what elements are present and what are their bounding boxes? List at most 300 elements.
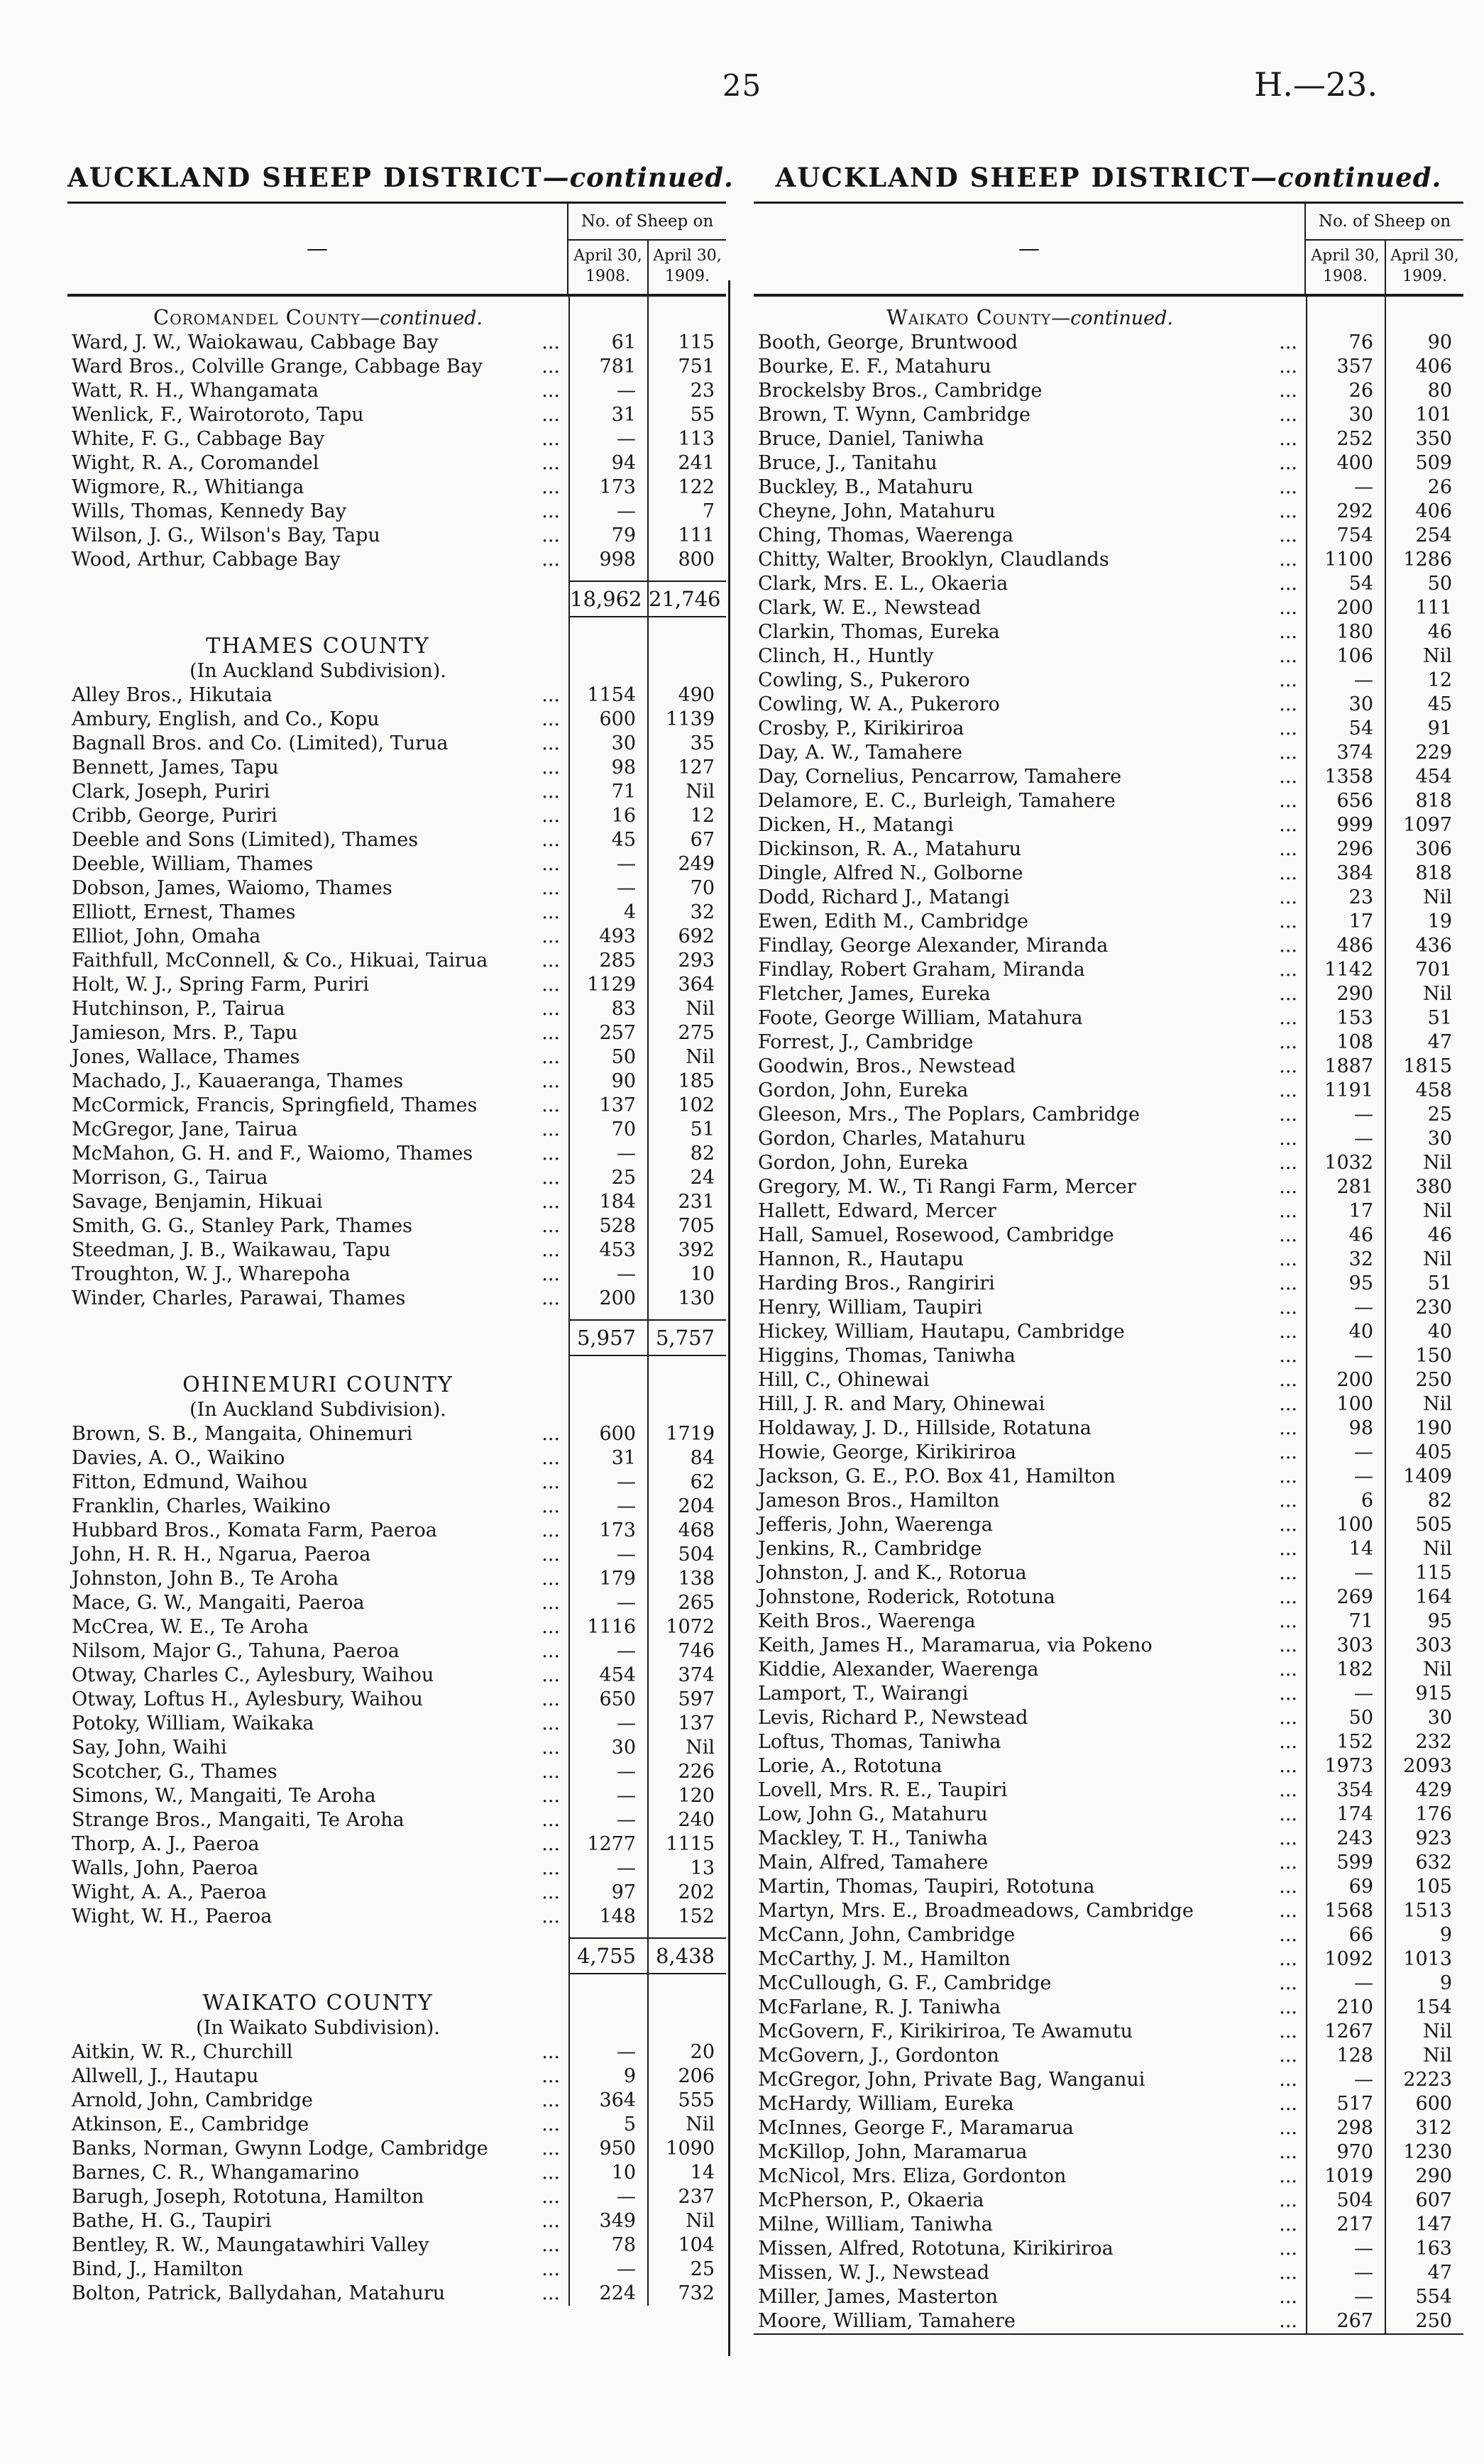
dots-leader: ... — [542, 1640, 560, 1663]
total-1908: 18,962 — [568, 581, 647, 617]
owner-name: Fitton, Edmund, Waihou — [72, 1471, 308, 1494]
sheep-1909-cell: 25 — [647, 2257, 726, 2282]
table-row — [67, 683, 726, 708]
owner-name: Jefferis, John, Waerenga — [758, 1514, 993, 1536]
owner-name: Atkinson, E., Cambridge — [72, 2113, 309, 2136]
dots-leader: ... — [1279, 331, 1297, 354]
owner-name: McGovern, J., Gordonton — [758, 2045, 999, 2067]
table-row — [67, 949, 726, 973]
row-name-cell — [67, 475, 568, 500]
sheep-1908-cell: 281 — [1306, 1175, 1385, 1199]
sheep-1908-cell: 54 — [1306, 572, 1385, 596]
owner-name: McCann, John, Cambridge — [758, 1924, 1016, 1947]
dots-leader: ... — [1279, 1441, 1297, 1464]
sheep-1908-cell: 184 — [568, 1190, 647, 1214]
owner-name: Brockelsby Bros., Cambridge — [758, 380, 1043, 402]
owner-name: Davies, A. O., Waikino — [72, 1447, 285, 1470]
sheep-1909-cell — [647, 1991, 726, 2016]
dots-leader: ... — [542, 925, 560, 948]
table-row — [754, 1923, 1463, 1947]
owner-name: Ward, J. W., Waiokawau, Cabbage Bay — [72, 331, 439, 354]
table-row — [67, 732, 726, 756]
sheep-1908-cell: — — [568, 2257, 647, 2282]
row-name-cell — [67, 297, 568, 305]
dots-leader: ... — [542, 1118, 560, 1141]
row-name-cell — [754, 1151, 1306, 1175]
sheep-1908-cell: 50 — [1306, 1706, 1385, 1730]
sheep-1909-cell: 240 — [647, 1808, 726, 1832]
sheep-1909-cell: 185 — [647, 1069, 726, 1094]
sheep-table — [67, 202, 726, 2306]
owner-name: Dickinson, R. A., Matahuru — [758, 838, 1021, 861]
owner-name: Gordon, Charles, Matahuru — [758, 1128, 1026, 1150]
dots-leader: ... — [542, 1664, 560, 1687]
sheep-1909-cell: 202 — [647, 1881, 726, 1905]
owner-name: Barugh, Joseph, Rototuna, Hamilton — [72, 2186, 424, 2209]
table-row — [67, 475, 726, 500]
owner-name: Martyn, Mrs. E., Broadmeadows, Cambridge — [758, 1900, 1194, 1923]
dots-leader: ... — [542, 1809, 560, 1832]
row-name-cell — [754, 1199, 1306, 1223]
owner-name: Walls, John, Paeroa — [72, 1857, 259, 1880]
table-row — [754, 1827, 1463, 1851]
row-name-cell — [67, 548, 568, 572]
dots-leader: ... — [1279, 1369, 1297, 1392]
sheep-1909-cell: Nil — [1385, 982, 1463, 1006]
dots-leader: ... — [542, 708, 560, 731]
row-name-cell — [754, 379, 1306, 403]
sheep-1909-cell: 152 — [647, 1905, 726, 1929]
row-name-cell — [67, 1808, 568, 1832]
table-row — [67, 1736, 726, 1760]
table-row — [754, 1875, 1463, 1899]
row-name-cell — [754, 1417, 1306, 1441]
table-row — [754, 500, 1463, 524]
sheep-1908-cell: 17 — [1306, 910, 1385, 934]
owner-name: Martin, Thomas, Taupiri, Rototuna — [758, 1876, 1095, 1898]
dots-leader: ... — [1279, 524, 1297, 547]
sheep-1909-cell: 24 — [647, 1166, 726, 1190]
owner-name: Gregory, M. W., Ti Rangi Farm, Mercer — [758, 1176, 1136, 1199]
table-row — [754, 1441, 1463, 1465]
table-row — [67, 427, 726, 451]
dots-leader: ... — [542, 1094, 560, 1117]
sheep-1908-cell: 148 — [568, 1905, 647, 1929]
row-name-cell — [754, 2092, 1306, 2116]
dots-leader: ... — [1279, 2165, 1297, 2188]
number-columns-header — [567, 204, 726, 294]
sheep-1908-cell — [568, 1311, 647, 1319]
table-row — [67, 1094, 726, 1118]
table-row — [754, 934, 1463, 958]
owner-name: Johnston, J. and K., Rotorua — [758, 1562, 1027, 1585]
owner-name: Wight, W. H., Paeroa — [72, 1905, 273, 1928]
sheep-1908-cell: 54 — [1306, 717, 1385, 741]
row-name-cell — [67, 1069, 568, 1094]
sheep-1908-cell: 493 — [568, 925, 647, 949]
dots-leader: ... — [1279, 2310, 1297, 2333]
sheep-1909-cell: 436 — [1385, 934, 1463, 958]
sheep-1908-cell: 1267 — [1306, 2020, 1385, 2044]
sheep-1908-cell: — — [568, 1543, 647, 1567]
owner-name: Dodd, Richard J., Matangi — [758, 886, 1010, 909]
owner-name: Missen, W. J., Newstead — [758, 2262, 989, 2284]
sheep-1908-cell: 50 — [568, 1045, 647, 1069]
dots-leader: ... — [542, 829, 560, 852]
owner-name: Howie, George, Kirikiriroa — [758, 1441, 1016, 1464]
row-name-cell — [754, 765, 1306, 789]
owner-name: Booth, George, Bruntwood — [758, 331, 1018, 354]
table-row — [754, 1996, 1463, 2020]
owner-name: Mackley, T. H., Taniwha — [758, 1827, 988, 1850]
table-row — [754, 1465, 1463, 1489]
sheep-1909-cell: 115 — [1385, 1561, 1463, 1585]
table-row — [67, 331, 726, 355]
owner-name: Dobson, James, Waiomo, Thames — [72, 877, 392, 900]
owner-name: Chitty, Walter, Brooklyn, Claudlands — [758, 549, 1109, 571]
total-1908: 4,755 — [568, 1937, 647, 1974]
table-row — [67, 1663, 726, 1688]
row-name-cell — [754, 741, 1306, 765]
dots-leader: ... — [1279, 1731, 1297, 1754]
table-row — [67, 1760, 726, 1784]
sheep-1909-cell: 47 — [1385, 2261, 1463, 2285]
sheep-1908-cell: — — [568, 1263, 647, 1287]
table-row — [67, 1069, 726, 1094]
row-name-cell — [67, 1736, 568, 1760]
table-row — [67, 804, 726, 828]
table-row — [754, 1537, 1463, 1561]
sheep-1908-cell: 224 — [568, 2282, 647, 2306]
owner-name: Hill, J. R. and Mary, Ohinewai — [758, 1393, 1045, 1416]
row-name-cell — [67, 2185, 568, 2209]
owner-name: Jackson, G. E., P.O. Box 41, Hamilton — [758, 1465, 1116, 1488]
dots-leader: ... — [1279, 1321, 1297, 1343]
row-name-cell — [754, 355, 1306, 379]
name-column-header: — — [1018, 236, 1040, 262]
owner-name: Steedman, J. B., Waikawau, Tapu — [72, 1239, 391, 1262]
owner-name: Simons, W., Mangaiti, Te Aroha — [72, 1785, 376, 1808]
section-subheading-row — [67, 659, 726, 683]
table-row — [67, 973, 726, 997]
table-row — [67, 1639, 726, 1663]
sheep-1909-cell: 468 — [647, 1519, 726, 1543]
sheep-1908-cell: 31 — [568, 403, 647, 427]
dots-leader: ... — [542, 1070, 560, 1093]
row-name-cell — [67, 2257, 568, 2282]
row-name-cell — [67, 708, 568, 732]
owner-name: Elliott, Ernest, Thames — [72, 901, 296, 924]
sheep-1908-cell: 61 — [568, 331, 647, 355]
row-name-cell — [754, 1658, 1306, 1682]
row-name-cell — [67, 2282, 568, 2306]
row-name-cell — [754, 1368, 1306, 1392]
table-row — [754, 1175, 1463, 1199]
owner-name: Aitkin, W. R., Churchill — [72, 2041, 293, 2064]
sheep-1909-cell: 30 — [1385, 1127, 1463, 1151]
sheep-1908-cell: 100 — [1306, 1513, 1385, 1537]
sheep-1908-cell: — — [568, 1495, 647, 1519]
table-row — [754, 1344, 1463, 1368]
sheep-1909-cell: 2093 — [1385, 1754, 1463, 1778]
row-name-cell — [754, 1634, 1306, 1658]
column-divider-rule — [728, 280, 730, 2356]
sheep-1909-cell: 1097 — [1385, 813, 1463, 837]
owner-name: Hickey, William, Hautapu, Cambridge — [758, 1321, 1125, 1343]
sheep-1909-cell: 127 — [647, 756, 726, 780]
row-name-cell — [67, 355, 568, 379]
sheep-1908-cell: 1277 — [568, 1832, 647, 1857]
sheep-1908-cell: 70 — [568, 1118, 647, 1142]
dots-leader: ... — [1279, 1610, 1297, 1633]
dots-leader: ... — [542, 2162, 560, 2184]
sheep-1908-cell: 517 — [1306, 2092, 1385, 2116]
dots-leader: ... — [542, 2138, 560, 2160]
sheep-1908-cell: — — [568, 1784, 647, 1808]
table-row — [754, 2140, 1463, 2165]
row-name-cell — [754, 1223, 1306, 1248]
owner-name: Franklin, Charles, Waikino — [72, 1495, 331, 1518]
owner-name: Clark, Joseph, Puriri — [72, 781, 270, 803]
spacer-row — [67, 617, 726, 626]
sheep-1909-cell: 120 — [647, 1784, 726, 1808]
sheep-1909-cell: Nil — [1385, 1248, 1463, 1272]
sheep-1908-cell: 30 — [1306, 403, 1385, 427]
owner-name: Gordon, John, Eureka — [758, 1152, 969, 1175]
spacer-row — [67, 1356, 726, 1365]
dots-leader: ... — [542, 1423, 560, 1446]
dots-leader: ... — [1279, 645, 1297, 668]
sheep-1909-cell: 350 — [1385, 427, 1463, 451]
row-name-cell — [67, 804, 568, 828]
section-heading-row — [67, 1373, 726, 1398]
table-row — [754, 1682, 1463, 1706]
dots-leader: ... — [1279, 500, 1297, 523]
sheep-1908-cell: 25 — [568, 1166, 647, 1190]
dots-leader: ... — [542, 356, 560, 378]
sheep-1908-cell — [1306, 305, 1385, 331]
sheep-1908-cell — [568, 1991, 647, 2016]
dots-leader: ... — [1279, 1779, 1297, 1802]
sheep-1908-cell: 1568 — [1306, 1899, 1385, 1923]
sheep-1909-cell: 597 — [647, 1688, 726, 1712]
sheep-1908-cell: 94 — [568, 451, 647, 475]
dots-leader: ... — [542, 1287, 560, 1310]
row-name-cell — [67, 2040, 568, 2064]
table-row — [754, 1006, 1463, 1030]
sheep-1909-cell: 1409 — [1385, 1465, 1463, 1489]
column-title — [754, 162, 1463, 193]
sheep-1909-cell: 293 — [647, 949, 726, 973]
table-row — [754, 2261, 1463, 2285]
sheep-1909-cell: 458 — [1385, 1079, 1463, 1103]
sheep-1908-cell: 754 — [1306, 524, 1385, 548]
table-row — [67, 1287, 726, 1311]
spacer-row — [67, 1929, 726, 1937]
row-name-cell — [67, 1422, 568, 1446]
row-name-cell — [754, 2309, 1306, 2333]
dots-leader: ... — [542, 1761, 560, 1783]
dots-leader: ... — [542, 1785, 560, 1808]
owner-name: Day, Cornelius, Pencarrow, Tamahere — [758, 766, 1122, 788]
total-1908: 5,957 — [568, 1319, 647, 1356]
table-row — [67, 2185, 726, 2209]
sheep-1909-cell: 13 — [647, 1857, 726, 1881]
dots-leader: ... — [1279, 1900, 1297, 1923]
row-name-cell — [67, 524, 568, 548]
sheep-1909-cell: Nil — [1385, 1658, 1463, 1682]
sheep-1909-cell: 35 — [647, 732, 726, 756]
table-row — [754, 1489, 1463, 1513]
sheep-1908-cell: 31 — [568, 1446, 647, 1470]
row-name-cell — [67, 1495, 568, 1519]
row-name-cell — [754, 331, 1306, 355]
section-heading: OHINEMURI COUNTY — [182, 1373, 454, 1398]
dots-leader: ... — [542, 1143, 560, 1165]
owner-name: Cowling, W. A., Pukeroro — [758, 693, 1000, 716]
dots-leader: ... — [1279, 1079, 1297, 1102]
row-name-cell — [754, 1175, 1306, 1199]
table-row — [67, 925, 726, 949]
dots-leader: ... — [1279, 717, 1297, 740]
row-name-cell — [67, 1881, 568, 1905]
row-name-cell — [754, 1030, 1306, 1055]
sheep-1908-cell: 285 — [568, 949, 647, 973]
sheep-1909-cell: 51 — [647, 1118, 726, 1142]
dots-leader: ... — [1279, 1586, 1297, 1609]
sheep-1909-cell — [647, 634, 726, 659]
row-name-cell — [754, 644, 1306, 669]
owner-name: Holdaway, J. D., Hillside, Rotatuna — [758, 1417, 1092, 1440]
sheep-1909-cell: 632 — [1385, 1851, 1463, 1875]
dots-leader: ... — [542, 2258, 560, 2281]
section-subheading: (In Auckland Subdivision). — [189, 660, 446, 683]
row-name-cell — [754, 1392, 1306, 1417]
owner-name: Delamore, E. C., Burleigh, Tamahere — [758, 790, 1116, 813]
row-name-cell — [67, 780, 568, 804]
dots-leader: ... — [1279, 838, 1297, 861]
row-name-cell — [754, 693, 1306, 717]
sheep-1909-cell: 12 — [647, 804, 726, 828]
section-heading-row — [754, 305, 1463, 331]
sheep-1908-cell: 16 — [568, 804, 647, 828]
row-name-cell — [67, 1543, 568, 1567]
sheep-1909-cell: 67 — [647, 828, 726, 852]
owner-name: Morrison, G., Tairua — [72, 1167, 268, 1189]
sheep-1909-cell: 147 — [1385, 2213, 1463, 2237]
sheep-1909-cell: Nil — [1385, 1199, 1463, 1223]
dots-leader: ... — [1279, 790, 1297, 813]
sheep-1908-cell: 364 — [568, 2089, 647, 2113]
owner-name: Dicken, H., Matangi — [758, 814, 954, 837]
row-name-cell — [67, 949, 568, 973]
sheep-1909-cell: 406 — [1385, 500, 1463, 524]
table-row — [754, 1030, 1463, 1055]
row-name-cell — [67, 2209, 568, 2233]
row-name-cell — [67, 1319, 568, 1356]
sheep-1909-cell: 91 — [1385, 717, 1463, 741]
table-row — [67, 756, 726, 780]
dots-leader: ... — [542, 476, 560, 499]
owner-name: Jenkins, R., Cambridge — [758, 1538, 982, 1561]
owner-name: John, H. R. H., Ngarua, Paeroa — [72, 1544, 371, 1566]
owner-name: McInnes, George F., Maramarua — [758, 2117, 1074, 2140]
sheep-1908-cell: 400 — [1306, 451, 1385, 475]
sheep-1908-cell: 182 — [1306, 1658, 1385, 1682]
dots-leader: ... — [1279, 573, 1297, 595]
sheep-1908-cell: 40 — [1306, 1320, 1385, 1344]
table-row — [754, 1706, 1463, 1730]
dots-leader: ... — [1279, 1996, 1297, 2019]
table-row — [67, 2282, 726, 2306]
owner-name: McMahon, G. H. and F., Waiomo, Thames — [72, 1143, 473, 1165]
owner-name: Henry, William, Taupiri — [758, 1297, 983, 1319]
dots-leader: ... — [542, 1905, 560, 1928]
row-name-cell — [754, 1489, 1306, 1513]
dots-leader: ... — [1279, 1465, 1297, 1488]
dots-leader: ... — [1279, 356, 1297, 378]
section-heading: Waikato County — [886, 305, 1052, 330]
sheep-1908-cell: 781 — [568, 355, 647, 379]
owner-name: Smith, G. G., Stanley Park, Thames — [72, 1215, 412, 1238]
dots-leader: ... — [1279, 1948, 1297, 1971]
sheep-1909-cell — [647, 297, 726, 305]
table-row — [754, 1127, 1463, 1151]
dots-leader: ... — [542, 2234, 560, 2257]
owner-name: Higgins, Thomas, Taniwha — [758, 1345, 1016, 1368]
spacer-row — [67, 1311, 726, 1319]
table-row — [754, 572, 1463, 596]
sheep-1908-cell: 252 — [1306, 427, 1385, 451]
column-title — [67, 162, 734, 193]
sheep-1908-cell: 76 — [1306, 331, 1385, 355]
sheep-1908-cell: 179 — [568, 1567, 647, 1591]
dots-leader: ... — [542, 853, 560, 876]
sheep-1908-cell: 1887 — [1306, 1055, 1385, 1079]
table-row — [67, 1519, 726, 1543]
sheep-1908-cell: 95 — [1306, 1272, 1385, 1296]
district-column — [67, 162, 734, 2306]
row-name-cell — [67, 1591, 568, 1615]
row-name-cell — [754, 837, 1306, 862]
row-name-cell — [67, 2089, 568, 2113]
owner-name: Bolton, Patrick, Ballydahan, Matahuru — [72, 2282, 446, 2305]
row-name-cell — [754, 1706, 1306, 1730]
table-row — [754, 862, 1463, 886]
sheep-1908-cell: 30 — [568, 1736, 647, 1760]
row-name-cell — [754, 1971, 1306, 1996]
sheep-1908-cell: 30 — [568, 732, 647, 756]
sheep-1909-cell: 312 — [1385, 2116, 1463, 2140]
owner-name: Missen, Alfred, Rototuna, Kirikiriroa — [758, 2238, 1114, 2260]
section-heading-continued: —continued. — [1051, 307, 1173, 330]
owner-name: White, F. G., Cabbage Bay — [72, 428, 325, 451]
table-row — [67, 355, 726, 379]
row-name-cell — [67, 659, 568, 683]
table-row — [754, 2189, 1463, 2213]
table-row — [754, 355, 1463, 379]
sheep-1909-cell: Nil — [1385, 1151, 1463, 1175]
sheep-1909-cell: 705 — [647, 1214, 726, 1238]
row-name-cell — [67, 1287, 568, 1311]
sheep-1909-cell: Nil — [1385, 2044, 1463, 2068]
row-name-cell — [67, 852, 568, 876]
owner-name: McGregor, John, Private Bag, Wanganui — [758, 2069, 1145, 2091]
owner-name: Hallett, Edward, Mercer — [758, 1200, 996, 1223]
row-name-cell — [754, 1803, 1306, 1827]
sheep-1909-cell: 555 — [647, 2089, 726, 2113]
sheep-1909-cell — [647, 1929, 726, 1937]
